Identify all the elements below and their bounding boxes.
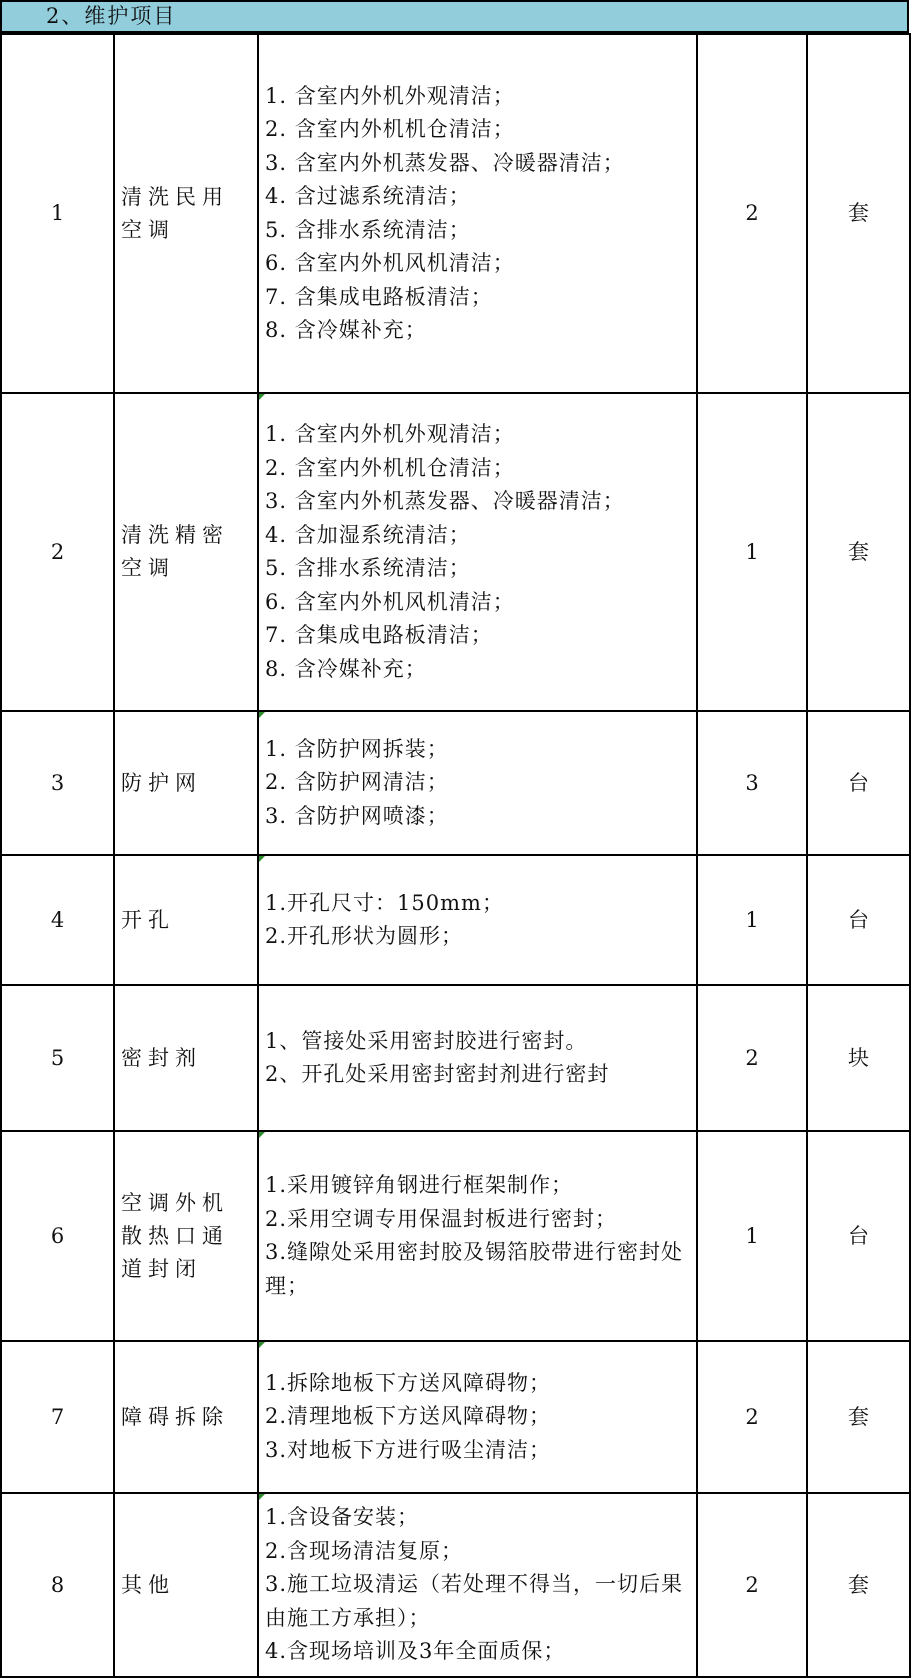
desc-line: 8. 含冷媒补充； — [265, 318, 427, 342]
desc-line: 1.含设备安装； — [265, 1505, 420, 1530]
desc-line: 2.清理地板下方送风障碍物； — [265, 1404, 552, 1429]
table-row — [1, 711, 910, 855]
row-index: 4 — [1, 855, 114, 985]
row-index: 8 — [1, 1493, 114, 1677]
desc-line: 5. 含排水系统清洁； — [265, 217, 471, 242]
desc-line: 3. 含防护网喷漆； — [265, 803, 449, 828]
item-name: 防护网 — [114, 711, 258, 855]
maintenance-table — [0, 33, 911, 1678]
item-unit: 台 — [807, 711, 910, 855]
desc-line: 3.对地板下方进行吸尘清洁； — [265, 1437, 552, 1462]
row-index: 5 — [1, 985, 114, 1131]
item-unit: 套 — [807, 393, 910, 711]
desc-line: 2、开孔处采用密封密封剂进行密封 — [265, 1062, 610, 1086]
item-unit: 套 — [807, 34, 910, 393]
row-index: 3 — [1, 711, 114, 855]
desc-line: 1.拆除地板下方送风障碍物； — [265, 1370, 552, 1395]
item-quantity: 2 — [697, 985, 807, 1131]
desc-line: 3. 含室内外机蒸发器、冷暖器清洁； — [265, 489, 625, 513]
desc-line: 3. 含室内外机蒸发器、冷暖器清洁； — [265, 150, 625, 175]
item-name: 清洗民用空调 — [114, 34, 258, 393]
item-description — [258, 855, 697, 985]
item-description — [258, 393, 697, 711]
item-quantity: 1 — [697, 1131, 807, 1341]
item-unit: 套 — [807, 1493, 910, 1677]
desc-line: 8. 含冷媒补充； — [265, 656, 427, 681]
table-row — [1, 393, 910, 711]
desc-line: 1. 含室内外机外观清洁； — [265, 422, 515, 446]
item-name: 其他 — [114, 1493, 258, 1677]
item-quantity: 2 — [697, 1341, 807, 1493]
item-unit: 台 — [807, 1131, 910, 1341]
item-unit: 套 — [807, 1341, 910, 1493]
item-description — [258, 985, 697, 1131]
desc-line: 2.含现场清洁复原； — [265, 1538, 464, 1563]
item-quantity: 2 — [697, 1493, 807, 1677]
desc-line: 7. 含集成电路板清洁； — [265, 284, 493, 309]
item-quantity: 3 — [697, 711, 807, 855]
item-name: 密封剂 — [114, 985, 258, 1131]
desc-line: 2. 含防护网清洁； — [265, 770, 449, 795]
section-title: 2、维护项目 — [0, 0, 909, 33]
item-name: 清洗精密空调 — [114, 393, 258, 711]
desc-line: 1、管接处采用密封胶进行密封。 — [265, 1028, 588, 1053]
item-description — [258, 1131, 697, 1341]
item-unit: 块 — [807, 985, 910, 1131]
desc-line: 6. 含室内外机风机清洁； — [265, 589, 515, 614]
desc-line: 2.开孔形状为圆形； — [265, 924, 464, 948]
desc-line: 1.采用镀锌角钢进行框架制作； — [265, 1173, 574, 1197]
item-unit: 台 — [807, 855, 910, 985]
table-row — [1, 1131, 910, 1341]
desc-line: 6. 含室内外机风机清洁； — [265, 251, 515, 275]
desc-line: 2.采用空调专用保温封板进行密封； — [265, 1206, 618, 1231]
row-index: 2 — [1, 393, 114, 711]
row-index: 7 — [1, 1341, 114, 1493]
desc-line: 4.含现场培训及3年全面质保； — [265, 1639, 566, 1664]
row-index: 6 — [1, 1131, 114, 1341]
desc-line: 3.缝隙处采用密封胶及锡箔胶带进行密封处理； — [265, 1240, 684, 1298]
item-quantity: 1 — [697, 393, 807, 711]
item-quantity: 2 — [697, 34, 807, 393]
desc-line: 4. 含过滤系统清洁； — [265, 184, 471, 208]
desc-line: 2. 含室内外机机仓清洁； — [265, 455, 515, 480]
desc-line: 4. 含加湿系统清洁； — [265, 522, 471, 547]
item-quantity: 1 — [697, 855, 807, 985]
table-row — [1, 34, 910, 393]
table-row — [1, 1341, 910, 1493]
item-description — [258, 1493, 697, 1677]
item-description — [258, 34, 697, 393]
desc-line: 1. 含室内外机外观清洁； — [265, 83, 515, 108]
table-row — [1, 855, 910, 985]
item-name: 空调外机散热口通道封闭 — [114, 1131, 258, 1341]
desc-line: 3.施工垃圾清运（若处理不得当，一切后果由施工方承担）； — [265, 1572, 684, 1630]
table-row — [1, 1493, 910, 1677]
row-index: 1 — [1, 34, 114, 393]
desc-line: 5. 含排水系统清洁； — [265, 556, 471, 580]
desc-line: 1.开孔尺寸：150mm； — [265, 890, 504, 915]
desc-line: 2. 含室内外机机仓清洁； — [265, 117, 515, 141]
item-description — [258, 711, 697, 855]
item-description — [258, 1341, 697, 1493]
desc-line: 1. 含防护网拆装； — [265, 736, 449, 761]
desc-line: 7. 含集成电路板清洁； — [265, 623, 493, 647]
item-name: 开孔 — [114, 855, 258, 985]
table-row — [1, 985, 910, 1131]
item-name: 障碍拆除 — [114, 1341, 258, 1493]
